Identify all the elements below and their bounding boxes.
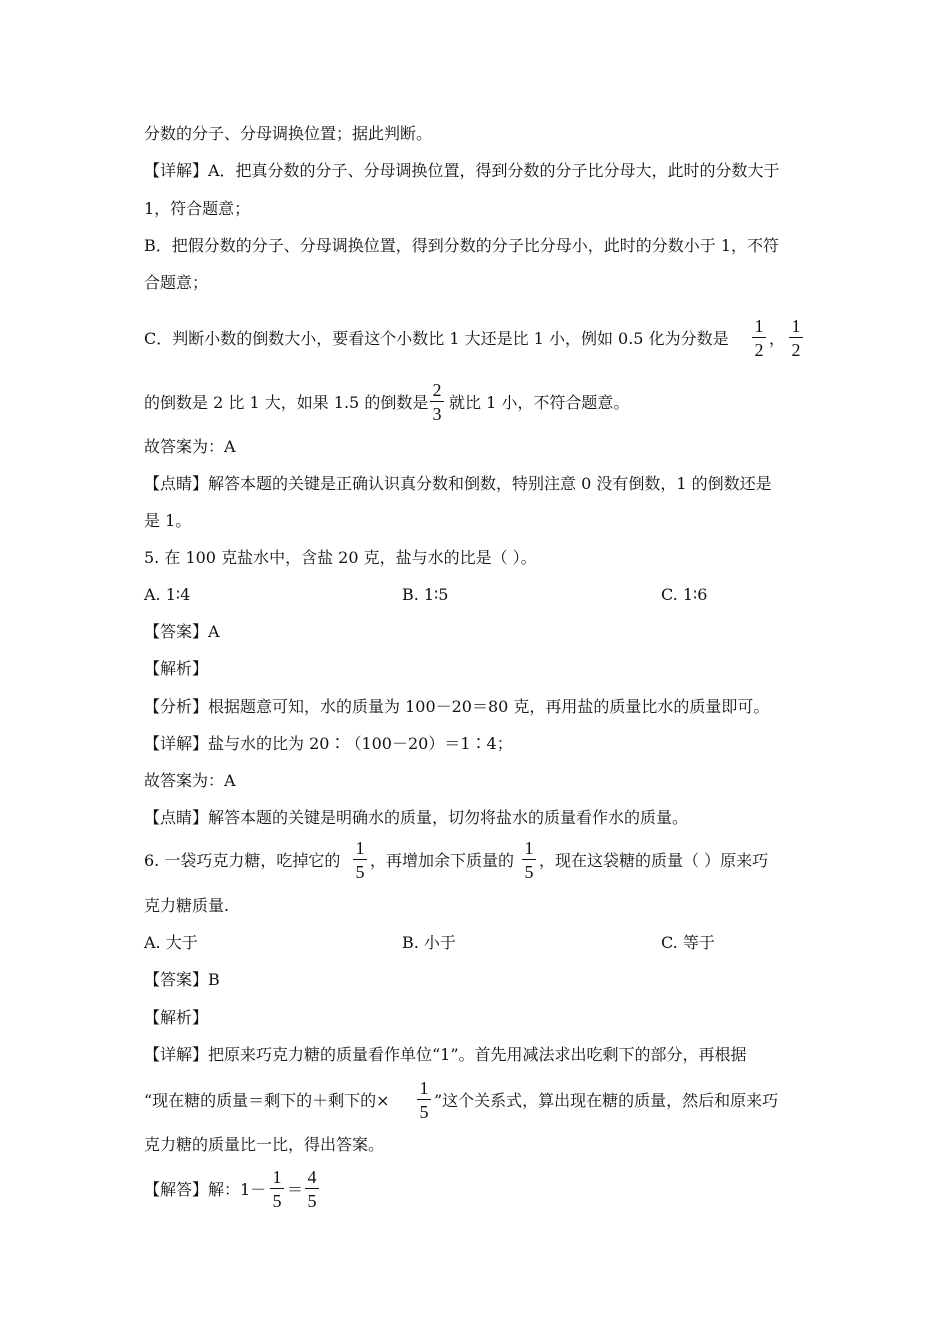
fraction-numerator: 2 — [432, 380, 442, 400]
text-line: 的倒数是 2 比 1 大，如果 1.5 的倒数是 — [144, 393, 429, 412]
text-line: 故答案为：A — [144, 437, 236, 456]
fraction-numerator: 1 — [791, 316, 801, 336]
fraction-bar — [522, 859, 536, 860]
question-5: 5. 在 100 克盐水中，含盐 20 克，盐与水的比是（ ）。 — [144, 548, 537, 567]
fraction-bar — [305, 1188, 319, 1189]
text-fragment: ”这个关系式，算出现在糖的质量，然后和原来巧 — [434, 1091, 779, 1110]
text-line: 分数的分子、分母调换位置；据此判断。 — [144, 124, 433, 143]
text-line: 是 1。 — [144, 511, 192, 530]
text-fragment: ，现在这袋糖的质量（ ）原来巧 — [539, 851, 769, 870]
text-line: 【点睛】解答本题的关键是明确水的质量，切勿将盐水的质量看作水的质量。 — [144, 808, 689, 827]
analysis-heading: 【解析】 — [144, 659, 209, 678]
fraction-numerator: 1 — [272, 1167, 282, 1187]
fraction-bar — [353, 859, 367, 860]
text-line: 【详解】把原来巧克力糖的质量看作单位“1”。首先用减法求出吃剩下的部分，再根据 — [144, 1045, 747, 1064]
fraction-one-half — [752, 316, 766, 360]
text-fragment: ＝ — [287, 1180, 304, 1199]
fraction-one-fifth — [417, 1078, 431, 1122]
analysis-heading: 【解析】 — [144, 1008, 209, 1027]
fraction-four-fifths — [305, 1167, 319, 1211]
text-line: 合题意； — [144, 273, 209, 292]
fraction-bar — [417, 1099, 431, 1100]
option-b: B. 1∶5 — [402, 585, 449, 604]
fraction-denominator: 5 — [419, 1102, 429, 1122]
fraction-numerator: 1 — [524, 838, 534, 858]
fraction-denominator: 5 — [524, 862, 534, 882]
text-line: 1，符合题意； — [144, 199, 251, 218]
fraction-numerator: 4 — [307, 1167, 317, 1187]
text-fragment: ， — [769, 329, 786, 348]
question-6: 6. 一袋巧克力糖，吃掉它的 — [144, 851, 341, 870]
option-c: C. 1∶6 — [661, 585, 708, 604]
answer-label: 【答案】A — [144, 622, 220, 641]
text-line: 【解答】解：1－ — [144, 1180, 267, 1199]
text-line: 【详解】盐与水的比为 20∶（100－20）＝1∶4； — [144, 734, 513, 753]
fraction-one-half — [789, 316, 803, 360]
fraction-bar — [789, 337, 803, 338]
fraction-one-fifth — [270, 1167, 284, 1211]
fraction-denominator: 3 — [432, 404, 442, 424]
fraction-bar — [270, 1188, 284, 1189]
fraction-two-thirds — [430, 380, 444, 424]
fraction-denominator: 5 — [307, 1191, 317, 1211]
text-line: 【分析】根据题意可知，水的质量为 100－20＝80 克，再用盐的质量比水的质量即可。 — [144, 697, 770, 716]
fraction-numerator: 1 — [419, 1078, 429, 1098]
option-c: C. 等于 — [661, 933, 715, 952]
text-fragment: ，再增加余下质量的 — [370, 851, 515, 870]
fraction-bar — [752, 337, 766, 338]
fraction-denominator: 5 — [355, 862, 365, 882]
fraction-numerator: 1 — [355, 838, 365, 858]
option-b: B. 小于 — [402, 933, 456, 952]
text-fragment: 就比 1 小，不符合题意。 — [449, 393, 630, 412]
text-line: C．判断小数的倒数大小，要看这个小数比 1 大还是比 1 小，例如 0.5 化为分数是 — [144, 329, 729, 348]
fraction-denominator: 2 — [754, 340, 764, 360]
fraction-one-fifth — [522, 838, 536, 882]
text-line: 克力糖质量. — [144, 896, 230, 915]
fraction-denominator: 5 — [272, 1191, 282, 1211]
answer-label: 【答案】B — [144, 970, 220, 989]
fraction-bar — [430, 401, 444, 402]
text-line: “现在糖的质量＝剩下的＋剩下的× — [144, 1091, 390, 1110]
text-line: B．把假分数的分子、分母调换位置，得到分数的分子比分母小，此时的分数小于 1，不符 — [144, 236, 780, 255]
text-line: 【点睛】解答本题的关键是正确认识真分数和倒数，特别注意 0 没有倒数，1 的倒数还是 — [144, 474, 772, 493]
option-a: A. 大于 — [144, 933, 198, 952]
option-a: A. 1∶4 — [144, 585, 191, 604]
text-line: 故答案为：A — [144, 771, 236, 790]
fraction-one-fifth — [353, 838, 367, 882]
fraction-numerator: 1 — [754, 316, 764, 336]
text-line: 【详解】A．把真分数的分子、分母调换位置，得到分数的分子比分母大，此时的分数大于 — [144, 161, 780, 180]
fraction-denominator: 2 — [791, 340, 801, 360]
text-line: 克力糖的质量比一比，得出答案。 — [144, 1135, 385, 1154]
